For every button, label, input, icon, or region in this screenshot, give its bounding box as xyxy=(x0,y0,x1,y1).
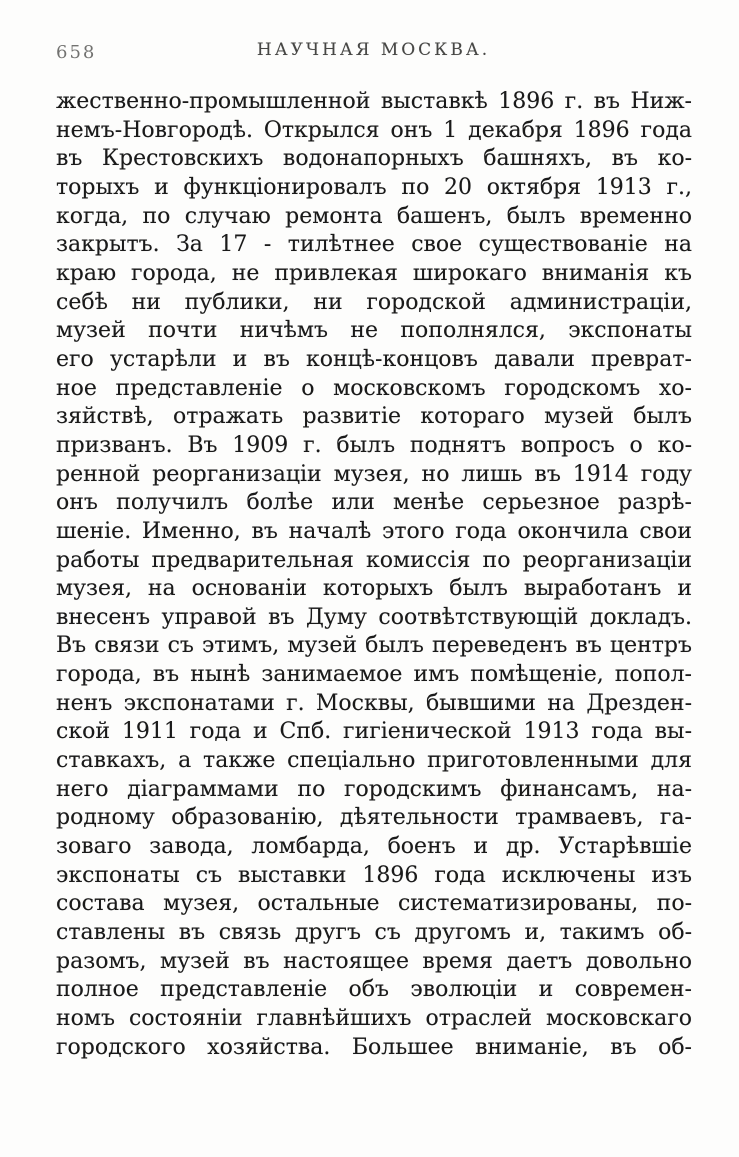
text-line: призванъ. Въ 1909 г. былъ поднятъ вопросъ о ко- xyxy=(56,432,692,458)
text-line: себѣ ни публики, ни городской администраціи, xyxy=(56,289,692,315)
text-line: зяйствѣ, отражать развитіе котораго музей былъ xyxy=(56,404,692,430)
text-line: него діаграммами по городскимъ финансамъ, на- xyxy=(56,776,692,802)
text-line: въ Крестовскихъ водонапорныхъ башняхъ, въ ко- xyxy=(56,146,692,172)
text-line: краю города, не привлекая широкаго вниманія къ xyxy=(56,260,692,286)
text-line: Въ связи съ этимъ, музей былъ переведенъ въ центръ xyxy=(56,633,692,659)
text-line: его устарѣли и въ концѣ-концовъ давали преврат- xyxy=(56,346,692,372)
text-line: номъ состояніи главнѣйшихъ отраслей московскаго xyxy=(56,1006,692,1031)
text-line: ное представленіе о московскомъ городскомъ хо- xyxy=(56,375,692,401)
text-line: ренной реорганизаціи музея, но лишь въ 1914 году xyxy=(56,461,692,487)
text-line: закрытъ. За 17 - тилѣтнее свое существованіе на xyxy=(56,232,692,258)
text-line: полное представленіе объ эволюціи и современ- xyxy=(56,977,692,1003)
text-line: городского хозяйства. Большее вниманіе, въ об- xyxy=(56,1034,692,1060)
text-line: зоваго завода, ломбарда, боенъ и др. Устарѣвшіе xyxy=(56,834,692,860)
text-line: состава музея, остальные систематизированы, по- xyxy=(56,891,692,917)
text-line: когда, по случаю ремонта башенъ, былъ временно xyxy=(56,203,692,229)
body-text xyxy=(56,88,692,1062)
text-line: разомъ, музей въ настоящее время даетъ довольно xyxy=(56,948,692,974)
text-line: шеніе. Именно, въ началѣ этого года окончила свои xyxy=(56,518,692,544)
text-line: ставлены въ связь другъ съ другомъ и, такимъ об- xyxy=(56,920,692,946)
text-line: немъ-Новгородѣ. Открылся онъ 1 декабря 1896 года xyxy=(56,117,692,143)
text-line: онъ получилъ болѣе или менѣе серьезное разрѣ- xyxy=(56,490,692,516)
page-number: 658 xyxy=(56,42,97,63)
text-line: родному образованію, дѣятельности трамваевъ, га- xyxy=(56,805,692,831)
page-header xyxy=(56,40,691,66)
text-line: внесенъ управой въ Думу соотвѣтствующій докладъ. xyxy=(56,604,692,630)
text-line: работы предварительная комиссія по реорганизаціи xyxy=(56,547,692,573)
text-line: музей почти ничѣмъ не пополнялся, экспонаты xyxy=(56,318,692,344)
text-line: жественно-промышленной выставкѣ 1896 г. въ Ниж- xyxy=(56,89,692,114)
text-line: города, въ нынѣ занимаемое имъ помѣщеніе, попол- xyxy=(56,662,692,688)
text-line: экспонаты съ выставки 1896 года исключены изъ xyxy=(56,862,692,888)
text-line: ставкахъ, а также спеціально приготовленными для xyxy=(56,748,692,774)
text-line: торыхъ и функціонировалъ по 20 октября 1913 г., xyxy=(56,174,692,200)
text-line: ской 1911 года и Спб. гигіенической 1913 года вы- xyxy=(56,719,692,745)
running-title: НАУЧНАЯ МОСКВА. xyxy=(256,40,491,60)
text-line: ненъ экспонатами г. Москвы, бывшими на Дрезден- xyxy=(56,690,692,716)
text-line: музея, на основаніи которыхъ былъ выработанъ и xyxy=(56,576,692,602)
